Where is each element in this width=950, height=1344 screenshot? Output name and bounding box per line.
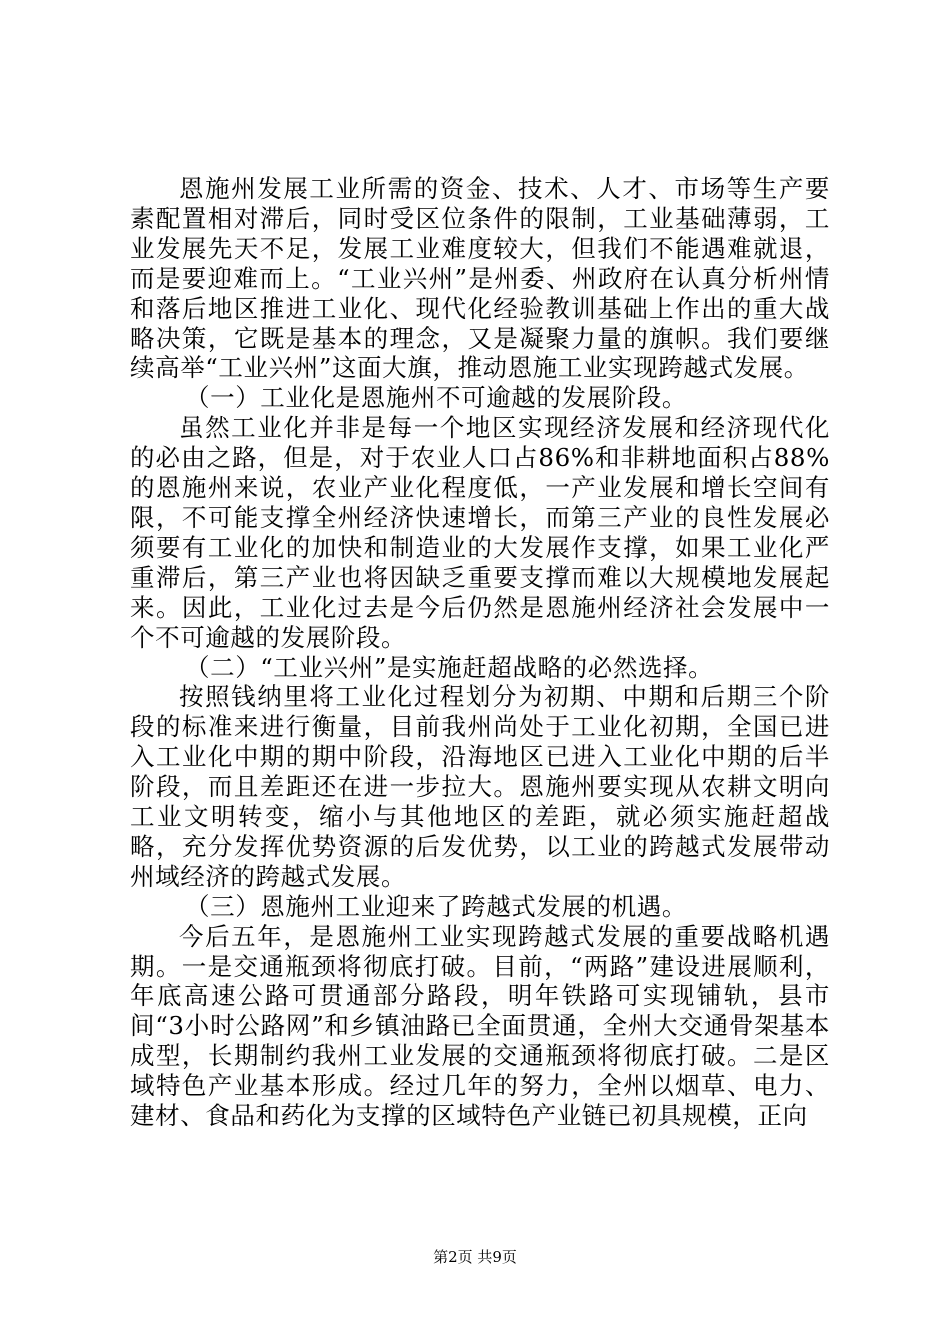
paragraph-section-1: 虽然工业化并非是每一个地区实现经济发展和经济现代化的必由之路，但是，对于农业人口占86%和非耕地面积占88%的恩施州来说，农业产业化程度低，一产业发展和增长空间有限，不可能支撑全州经济快速增长，而第三产业的良性发展必须要有工业化的加快和制造业的大发展作支撑，如果工业化严重滞后，第三产业也将因缺乏重要支撑而难以大规模地发展起来。因此，工业化过去是今后仍然是恩施州经济社会发展中一个不可逾越的发展阶段。 [130,413,830,652]
paragraph-intro: 恩施州发展工业所需的资金、技术、人才、市场等生产要素配置相对滞后，同时受区位条件的限制，工业基础薄弱，工业发展先天不足，发展工业难度较大，但我们不能遇难就退，而是要迎难而上。“工业兴州”是州委、州政府在认真分析州情和落后地区推进工业化、现代化经验教训基础上作出的重大战略决策，它既是基本的理念，又是凝聚力量的旗帜。我们要继续高举“工业兴州”这面大旗，推动恩施工业实现跨越式发展。 [130,174,830,383]
paragraph-section-3: 今后五年，是恩施州工业实现跨越式发展的重要战略机遇期。一是交通瓶颈将彻底打破。目前，“两路”建设进展顺利，年底高速公路可贯通部分路段，明年铁路可实现铺轨，县市间“3小时公路网”和乡镇油路已全面贯通，全州大交通骨架基本成型，长期制约我州工业发展的交通瓶颈将彻底打破。二是区域特色产业基本形成。经过几年的努力，全州以烟草、电力、建材、食品和药化为支撑的区域特色产业链已初具规模，正向 [130,921,830,1131]
section-heading-3: （三）恩施州工业迎来了跨越式发展的机遇。 [185,891,687,921]
section-heading-1: （一）工业化是恩施州不可逾越的发展阶段。 [185,383,687,413]
document-body [130,174,830,1131]
paragraph-section-2: 按照钱纳里将工业化过程划分为初期、中期和后期三个阶段的标准来进行衡量，目前我州尚处于工业化初期，全国已进入工业化中期的期中阶段，沿海地区已进入工业化中期的后半阶段，而且差距还在进一步拉大。恩施州要实现从农耕文明向工业文明转变，缩小与其他地区的差距，就必须实施赶超战略，充分发挥优势资源的后发优势，以工业的跨越式发展带动州域经济的跨越式发展。 [130,682,830,891]
section-heading-2: （二）“工业兴州”是实施赶超战略的必然选择。 [185,652,714,682]
page-footer: 第2页 共9页 [433,1248,517,1266]
